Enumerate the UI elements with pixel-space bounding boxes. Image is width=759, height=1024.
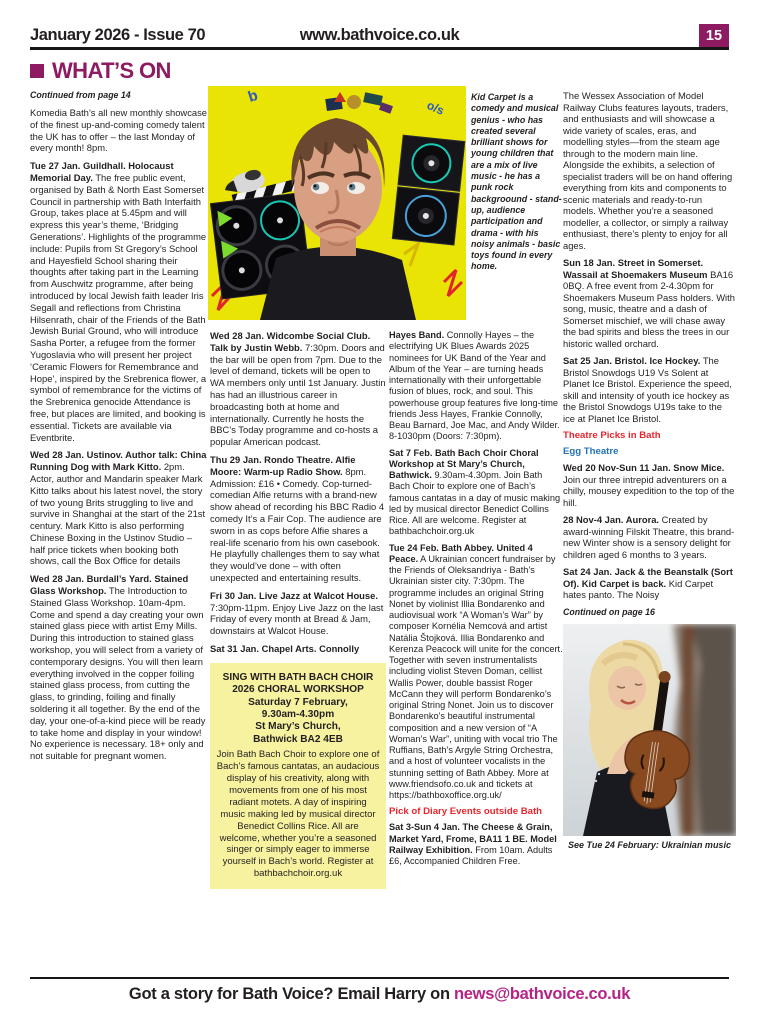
event-text: 7:30pm-11pm. Enjoy Live Jazz on the last Friday of every month at Bread & Jam, downstairs at Walcot House. — [210, 601, 384, 637]
event-text: Kid Carpet hates panto. The Noisy — [563, 577, 714, 600]
event-paragraph — [389, 330, 563, 443]
footer-strapline — [0, 983, 759, 1024]
event-text: The free public event, organised by Bath & North East Somerset Council in partnership with Bath Interfaith Group, takes place at 5.45pm and will express this year’s theme, ‘Bridging Generations’. Highlights of the programme include: Pupils from St Gregory’s School and Hayesfield School sharing their thoughts after taking part in the Learning from Auschwitz programme, after being introduced by local Jewish faith leader Iris Segall and reflections from Christina Hilsenrath, chair of the Friends of the Bath Jewish Burial Ground, who will introduce Sasha Porter, a refugee from the former Yugoslavia who will present her project ‘Ceramic Flowers for Remembrance and Hope’, inspired by the Srebrenica flower, a symbol of remembrance for the victims of the Srebrenica genocide Attendance is free, but places are limited, and booking is essential. Tickets are available via Eventbrite. — [30, 171, 207, 443]
header-rule — [30, 47, 729, 50]
violinist-illustration — [563, 624, 736, 836]
event-paragraph — [563, 566, 736, 601]
event-text: The Introduction to Stained Glass Workshop. 10am-4pm. Come and spend a day creating your own stained glass piece with artist Emy Mills. During this introduction to stained glass workshop, you will select from a variety of contemporary designs. You will then learn everything involved in the copper foiling stained glass process, from cutting the glass, to grinding, foiling and finally soldering it all together. By the end of the day, your one-of-a-kind piece will be ready to take home and display in your window! No experience is necessary. 18+ only and not suitable for pregnant women. — [30, 585, 206, 762]
event-title: Tue 24 Feb. Bath Abbey. United 4 Peace. — [389, 542, 533, 564]
event-text: Komedia Bath’s all new monthly showcase of the finest up-and-coming comedy talent the UK has to offer – the last Monday of every month! 8pm. — [30, 107, 208, 154]
advert-title-line: SING WITH BATH BACH CHOIR — [222, 671, 374, 683]
event-title: Tue 27 Jan. Guildhall. Holocaust Memorial Day. — [30, 160, 174, 183]
website-url: www.bathvoice.co.uk — [299, 26, 460, 44]
event-paragraph — [563, 90, 736, 251]
event-title: Thu 29 Jan. Rondo Theatre. Alfie Moore: Warm-up Radio Show. — [210, 453, 356, 477]
footer-rule — [30, 977, 729, 979]
event-text: 2pm. Actor, author and Mandarin speaker Mark Kitto talks about his latest novel, the story of two young Brits struggling to live and survive in Shanghai at the start of the 21st century. Mark Kitto is also performing Chinese Boxing in the Ustinov Studio – half price tickets when booking both shows, call the Box Office for details — [30, 461, 206, 567]
event-title: Sat 7 Feb. Bath Bach Choir Choral Workshop at St Mary’s Church, Bathwick. — [389, 447, 539, 480]
event-title: Wed 20 Nov-Sun 11 Jan. Snow Mice. — [563, 462, 725, 473]
event-title: Sat 24 Jan. Jack & the Beanstalk (Sort Of). Kid Carpet is back. — [563, 566, 733, 589]
advert-body: Join Bath Bach Choir to explore one of Bach’s famous cantatas, an audacious display of his creativity, along with movements from one of his most radiant motets. A day of inspiring music making led by musical director Benedict Collins Rice. All are welcome, whether you’re a seasoned singer or simply eager to immerse yourself in Bach’s world. Register at bathbachchoir.org.uk — [216, 749, 380, 880]
event-paragraph — [210, 590, 386, 637]
advert-venue-line: St Mary’s Church, — [255, 721, 341, 733]
event-paragraph — [210, 330, 386, 448]
event-text: Join our three intrepid adventurers on a chilly, mousey expedition to the top of the hill. — [563, 473, 735, 508]
event-title: Fri 30 Jan. Live Jazz at Walcot House. — [210, 589, 378, 601]
event-paragraph — [389, 543, 563, 802]
event-text: 8pm. Admission: £16 • Comedy. Cop-turned-comedian Alfie returns with a brand-new show ahead of recording his BBC Radio 4 comedy It’s a Fair Cop. The audience are sworn in as cops before Alfie shares a real-life scenario from his own casebook. He playfully challenges them to say what they would’ve done – with often unexpected and entertaining results. — [210, 465, 385, 583]
diary-events-heading: Pick of Diary Events outside Bath — [389, 806, 543, 818]
event-text: From 10am. Adults £6, Accompanied Children Free. — [389, 844, 553, 866]
event-paragraph — [563, 462, 736, 508]
page-number-badge: 15 — [699, 24, 729, 48]
event-paragraph — [563, 257, 736, 349]
event-text: The Wessex Association of Model Railway Clubs features layouts, traders, and enthusiasts and will showcase a wide variety of scales, eras, and modelling styles—from the steam age through to the modern main line. Alongside the exhibits, a selection of specialist traders will be on hand offering everything from kits and components to scenic materials and ready-to-run models. Whether you’re a seasoned modeller, a collector, or simply a railway enthusiast, there’s plenty to enjoy for all ages. — [563, 90, 733, 251]
continued-on-note: Continued on page 16 — [563, 606, 655, 617]
square-bullet-icon — [30, 64, 44, 78]
kid-carpet-caption: Kid Carpet is a comedy and musical genius - who has created several brilliant shows for young children that are a mix of live music - he has a punk rock backgroound - stand-up, audience participation and drama - with his noisy animals - basic toys found in every home. — [471, 92, 562, 272]
event-paragraph — [563, 355, 736, 424]
theatre-picks-heading: Theatre Picks in Bath — [563, 430, 661, 441]
kid-carpet-photo — [208, 86, 466, 320]
egg-theatre-heading: Egg Theatre — [563, 446, 619, 457]
event-paragraph — [30, 449, 208, 567]
column-1 — [30, 90, 208, 768]
event-text: BA16 0BQ. A free event from 2-4.30pm for Shoemakers Museum Pass holders. With song, music, theatre and a dash of Somerset mischief, we will chase away the bad spirits and bless the trees in our historic walled orchard. — [563, 268, 735, 349]
footer-email-link[interactable]: news@bathvoice.co.uk — [454, 985, 631, 1003]
column-2 — [210, 330, 386, 889]
event-title: Sat 25 Jan. Bristol. Ice Hockey. — [563, 355, 701, 366]
event-text: Created by award-winning Filskit Theatre, this brand-new Winter show is a sensory delight for children aged 6 months to 3 years. — [563, 514, 735, 560]
advert-date-line: 9.30am-4.30pm — [261, 708, 335, 720]
event-paragraph — [389, 822, 563, 867]
event-title: Wed 28 Jan. Widcombe Social Club. Talk by Justin Webb. — [210, 330, 371, 353]
advert-date-line: Saturday 7 February, — [248, 696, 348, 708]
event-title: Hayes Band. — [389, 330, 445, 340]
event-text: Connolly Hayes – the electrifying UK Blues Awards 2025 nominees for UK Band of the Year and Album of the Year – are turning heads internationally with their unforgettable fusion of blues, rock, and soul. This powerhouse group features five long-time friends Jess Hayes, Frankie Connolly, Beau Barnard, Joe Mac, and Andy Wilder. 8-1030pm (Doors: 7:30pm). — [389, 330, 560, 442]
event-title: Wed 28 Jan. Ustinov. Author talk: China Running Dog with Mark Kitto. — [30, 449, 207, 473]
event-paragraph — [210, 643, 386, 655]
svg-text:o/s: o/s — [424, 97, 447, 118]
kid-carpet-illustration — [208, 86, 466, 320]
event-text: A Ukrainian concert fundraiser by the Friends of Oleksandriya - Bath’s Ukrainian sister city. 7:30pm. The programme includes an original String Nonet by violinist Illia Bondarenko and audiovisual work “A Woman’s War” by composer Kornélia Nemcová and artist Natália Štojková. Illia Bondarenko and Kerenza Peacock will unite for the concert. Together with seven instrumentalists including violist Steven Doman, cellist Wallis Power, double bassist Roger McCann they will perform Bondarenko’s original String Nonet. Join us to discover Bondarenko’s beautiful instrumental composition and a new version of “A Woman’s War”, uniting with vocal trio The Ruffians, Bath’s Argyle String Orchestra, and a host of volunteer vocalists in the stunning setting of Bath Abbey. More at www.friendsofo.co.uk and tickets at https://bathboxoffice.org.uk/ — [389, 553, 563, 800]
event-title: Wed 28 Jan. Burdall’s Yard. Stained Glass Workshop. — [30, 573, 189, 597]
violinist-photo — [563, 624, 736, 836]
column-3 — [389, 330, 563, 872]
event-paragraph — [389, 448, 563, 538]
event-title: Sun 18 Jan. Street in Somerset. Wassail at Shoemakers Museum — [563, 257, 708, 280]
event-paragraph — [30, 573, 208, 762]
svg-text:b: b — [245, 86, 260, 106]
column-4 — [563, 90, 736, 859]
event-paragraph — [30, 107, 208, 154]
event-text: The Bristol Snowdogs U19 Vs Solent at Planet Ice Bristol. Experience the speed, skill and intensity of youth ice hockey as the Bristol Snowdogs U19s take to the ice at Planet Ice Bristol. — [563, 355, 732, 424]
event-text: 9.30am-4.30pm. Join Bath Bach Choir to explore one of Bach’s famous cantatas in a day of music making led by musical director Benedict Collins Rice. All are welcome. Register at bathbachchoir.org.uk — [389, 470, 561, 537]
advert-title-line: 2026 CHORAL WORKSHOP — [232, 684, 364, 696]
event-paragraph — [30, 160, 208, 443]
footer-text: Got a story for Bath Voice? Email Harry on — [128, 985, 455, 1003]
event-title: Sat 31 Jan. Chapel Arts. Connolly — [210, 642, 360, 654]
section-header — [30, 58, 171, 84]
issue-date: January 2026 - Issue 70 — [30, 26, 206, 44]
event-title: Sat 3-Sun 4 Jan. The Cheese & Grain, Market Yard, Frome, BA11 1 BE. Model Railway Exhibition. — [389, 822, 557, 855]
choir-workshop-advert — [210, 663, 386, 889]
continued-from-note: Continued from page 14 — [30, 90, 131, 100]
advert-venue-line: Bathwick BA2 4EB — [253, 733, 343, 745]
event-paragraph — [563, 514, 736, 560]
event-paragraph — [210, 454, 386, 584]
event-title: 28 Nov-4 Jan. Aurora. — [563, 514, 660, 525]
section-title: WHAT’S ON — [52, 58, 171, 83]
violinist-photo-caption: See Tue 24 February: Ukrainian music — [568, 839, 731, 850]
event-text: 7:30pm. Doors and the bar will be open from 7pm. Due to the level of demand, tickets will be open to WA members only until 1st January. Justin has had an illustrious career in broadcasting both at home and internationally. Currently he hosts the BBC’s Today programme and co-hosts a popular American podcast. — [210, 341, 386, 448]
